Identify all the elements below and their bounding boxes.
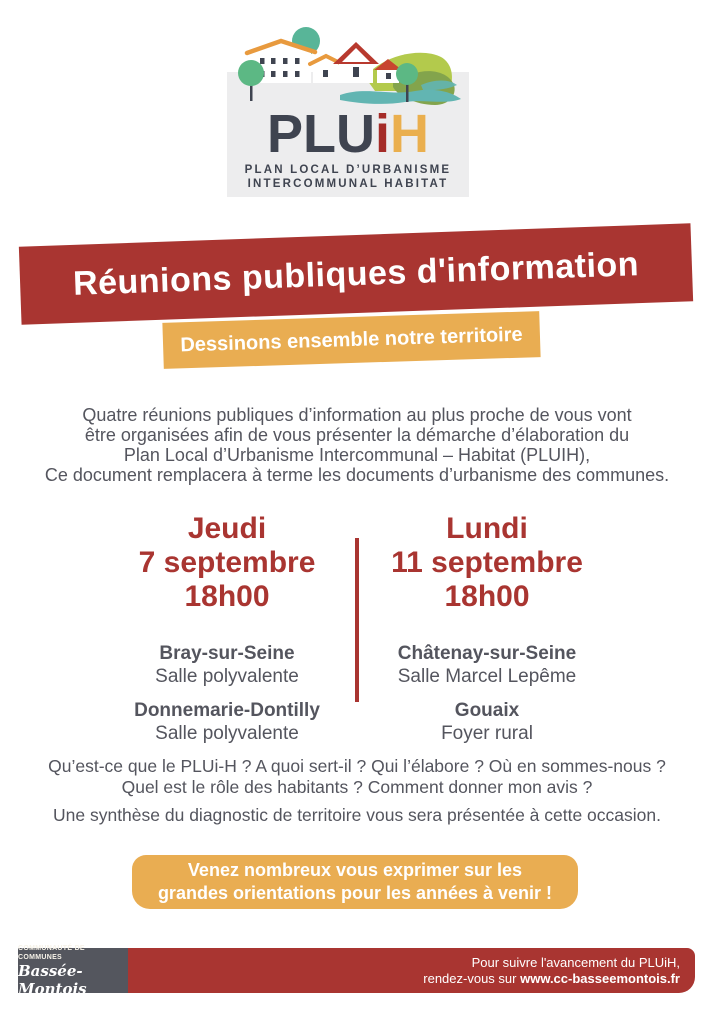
main-title: Réunions publiques d'information <box>72 244 640 303</box>
website-url: www.cc-basseemontois.fr <box>520 970 680 986</box>
subtitle-banner <box>162 311 540 369</box>
question-line-1: Qu’est-ce que le PLUi-H ? A quoi sert-il ? Qui l’élabore ? Où en sommes-nous ? <box>48 756 666 776</box>
cta-banner <box>132 855 578 909</box>
logo-letters-plu: PLU <box>266 104 375 164</box>
question-line-3: Une synthèse du diagnostic de territoire vous sera présentée à cette occasion. <box>53 805 661 825</box>
intro-line-4: Ce document remplacera à terme les documents d’urbanisme des communes. <box>44 465 670 485</box>
meetings-section <box>97 512 617 756</box>
location-name: Châtenay-sur-Seine <box>397 643 577 664</box>
main-title-banner <box>19 223 693 324</box>
community-label: COMMUNAUTÉ DE COMMUNES <box>18 944 85 961</box>
vertical-divider <box>355 538 359 702</box>
questions-paragraph <box>0 756 714 826</box>
date-day: Lundi <box>446 512 528 545</box>
logo-letter-i: i <box>374 104 390 164</box>
logo-tagline-line1: PLAN LOCAL D’URBANISME <box>244 164 452 176</box>
community-logo <box>18 944 128 998</box>
intro-paragraph <box>0 405 714 485</box>
footer-info-line2 <box>423 971 680 987</box>
date-time: 18h00 <box>444 580 530 613</box>
meeting-date-left <box>97 512 357 614</box>
date-time: 18h00 <box>184 580 270 613</box>
meeting-column-left <box>97 512 357 756</box>
footer-info-line1: Pour suivre l'avancement du PLUiH, <box>471 954 680 970</box>
location-item <box>357 642 617 688</box>
date-number: 11 septembre <box>391 546 583 579</box>
intro-line-2: être organisées afin de vous présenter la démarche d’élaboration du <box>84 425 630 445</box>
logo-letter-h: H <box>390 104 429 164</box>
location-item <box>97 642 357 688</box>
cta-line-1: Venez nombreux vous exprimer sur les <box>187 860 523 880</box>
logo-tagline-line2: INTERCOMMUNAL HABITAT <box>247 178 449 190</box>
meeting-date-right <box>357 512 617 614</box>
house-icon <box>333 42 379 83</box>
question-line-2: Quel est le rôle des habitants ? Comment donner mon avis ? <box>121 777 593 797</box>
footer-info <box>128 948 695 993</box>
intro-line-1: Quatre réunions publiques d’information au plus proche de vous vont <box>82 405 632 425</box>
pluih-logo <box>227 72 469 197</box>
location-venue: Salle Marcel Lepême <box>397 666 577 687</box>
cta-line-2: grandes orientations pour les années à venir ! <box>157 883 553 903</box>
date-day: Jeudi <box>187 512 267 545</box>
subtitle: Dessinons ensemble notre territoire <box>180 323 523 356</box>
footer-info-prefix: rendez-vous sur <box>423 970 521 986</box>
tree-icon <box>238 60 264 101</box>
meeting-column-right <box>357 512 617 756</box>
location-venue: Foyer rural <box>441 723 533 744</box>
location-venue: Salle polyvalente <box>155 723 299 744</box>
location-venue: Salle polyvalente <box>155 666 299 687</box>
location-name: Gouaix <box>454 700 520 721</box>
community-name: Bassée-Montois <box>18 961 87 998</box>
logo-acronym <box>227 104 469 164</box>
location-item <box>97 699 357 745</box>
location-item <box>357 699 617 745</box>
location-name: Bray-sur-Seine <box>159 643 295 664</box>
footer-bar <box>18 944 695 998</box>
intro-line-3: Plan Local d’Urbanisme Intercommunal – Habitat (PLUIH), <box>123 445 591 465</box>
date-number: 7 septembre <box>138 546 316 579</box>
location-name: Donnemarie-Dontilly <box>134 700 320 721</box>
